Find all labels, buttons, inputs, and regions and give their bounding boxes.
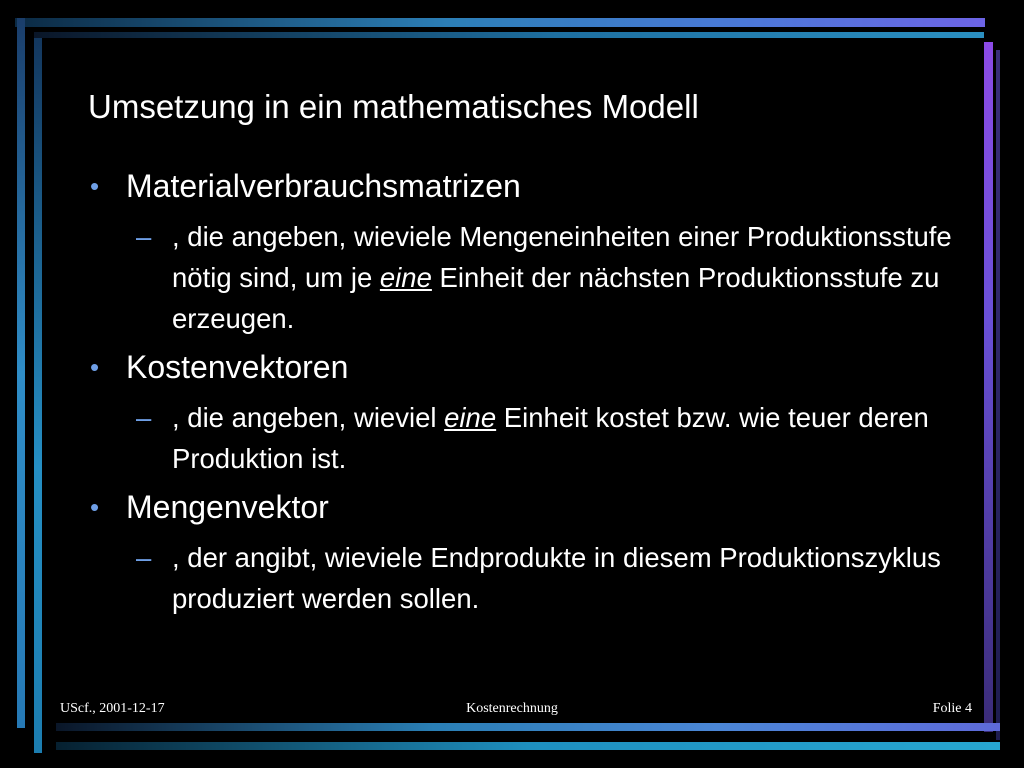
bullet-item	[88, 164, 968, 208]
sub-bullet-item	[88, 537, 968, 619]
slide-content	[88, 160, 968, 625]
sub-bullet-text-pre: , die angeben, wieviel	[172, 402, 445, 433]
bullet-item	[88, 485, 968, 529]
bullet-label: Kostenvektoren	[126, 349, 349, 385]
frame-bottom-inner-bar	[56, 742, 1000, 750]
sub-bullet-text-pre: , der angibt, wieviele Endprodukte in diesem Produktionszyklus produziert werden sollen.	[172, 542, 941, 614]
sub-bullet-text-pre: , die angeben, wieviele Mengeneinheiten einer Produktionsstufe nötig sind, um je	[172, 221, 952, 293]
frame-top-bar	[15, 18, 985, 27]
frame-left-inner-bar	[34, 38, 42, 753]
frame-right-bar	[984, 42, 993, 732]
dash-icon: –	[136, 221, 152, 252]
slide-title: Umsetzung in ein mathematisches Modell	[88, 88, 699, 125]
bullet-item	[88, 345, 968, 389]
sub-bullet-emphasis: eine	[444, 402, 497, 433]
bullet-icon: •	[90, 352, 100, 382]
sub-bullet-item	[88, 216, 968, 339]
frame-left-bar	[17, 18, 25, 728]
frame-bottom-bar	[56, 723, 1000, 731]
frame-top-inner-bar	[34, 32, 984, 38]
footer-slide-number: Folie 4	[932, 701, 972, 716]
dash-icon: –	[136, 402, 152, 433]
footer-title: Kostenrechnung	[466, 701, 558, 716]
frame-right-inner-bar	[996, 50, 1000, 740]
sub-bullet-emphasis: eine	[379, 262, 432, 293]
footer-date: UScf., 2001-12-17	[60, 701, 165, 716]
bullet-icon: •	[90, 171, 100, 201]
sub-bullet-text-post: Einheit kostet bzw. wie teuer deren Produktion ist.	[172, 402, 929, 474]
bullet-label: Materialverbrauchsmatrizen	[126, 168, 521, 204]
sub-bullet-text-post: Einheit der nächsten Produktionsstufe zu erzeugen.	[172, 262, 940, 334]
sub-bullet-item	[88, 397, 968, 479]
bullet-label: Mengenvektor	[126, 489, 329, 525]
bullet-icon: •	[90, 492, 100, 522]
dash-icon: –	[136, 542, 152, 573]
